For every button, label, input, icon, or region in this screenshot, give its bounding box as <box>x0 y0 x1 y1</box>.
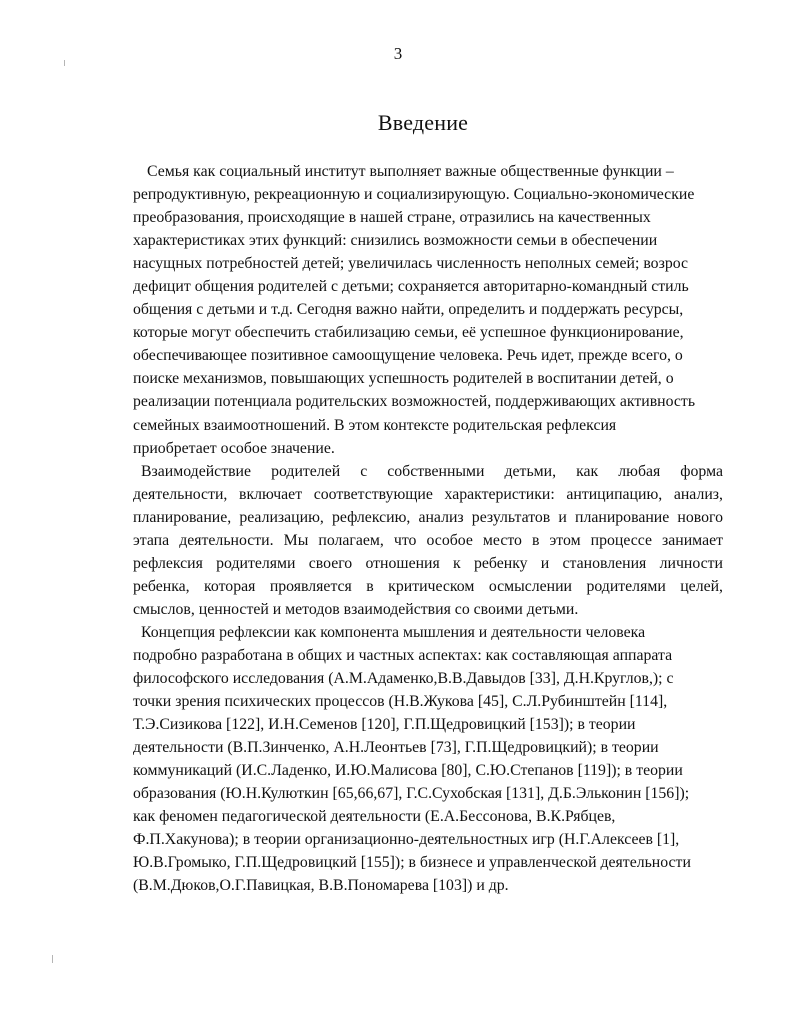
paragraph-3 <box>133 621 723 898</box>
scan-artifact <box>52 955 53 963</box>
text-line: деятельности (В.П.Зинченко, А.Н.Леонтьев [73], Г.П.Щедровицкий); в теории <box>133 739 659 757</box>
text-line: подробно разработана в общих и частных аспектах: как составляющая аппарата <box>133 646 673 664</box>
text-line: рефлексия родителями своего отношения к ребенку и становления личности <box>133 554 723 572</box>
text-line: Семья как социальный институт выполняет важные общественные функции – <box>147 163 674 180</box>
page-number: 3 <box>393 44 403 63</box>
text-line: репродуктивную, рекреационную и социализирующую. Социально-экономические <box>133 186 695 204</box>
text-line: философского исследования (А.М.Адаменко,В.В.Давыдов [33], Д.Н.Круглов,); с <box>133 670 674 688</box>
text-line: поиске механизмов, повышающих успешность родителей в воспитании детей, о <box>133 370 674 388</box>
text-line: коммуникаций (И.С.Ладенко, И.Ю.Малисова [80], С.Ю.Степанов [119]); в теории <box>133 762 683 780</box>
text-line: точки зрения психических процессов (Н.В.Жукова [45], С.Л.Рубинштейн [114], <box>133 693 668 711</box>
text-line: Ф.П.Хакунова); в теории организационно-деятельностных игр (Н.Г.Алексеев [1], <box>133 831 680 849</box>
text-line: приобретает особое значение. <box>133 439 335 457</box>
text-line: смыслов, ценностей и методов взаимодействия со своими детьми. <box>133 600 579 618</box>
text-line: ребенка, которая проявляется в критическом осмыслении родителями целей, <box>133 577 723 595</box>
text-line: насущных потребностей детей; увеличилась численность неполных семей; возрос <box>133 255 689 273</box>
text-line: обеспечивающее позитивное самоощущение человека. Речь идет, прежде всего, о <box>133 347 683 365</box>
text-line: Концепция рефлексии как компонента мышления и деятельности человека <box>141 623 646 641</box>
text-line: Ю.В.Громыко, Г.П.Щедровицкий [155]); в бизнесе и управленческой деятельности <box>133 854 691 872</box>
text-line: деятельности, включает соответствующие характеристики: антиципацию, анализ, <box>133 485 723 503</box>
text-line: планирование, реализацию, рефлексию, анализ результатов и планирование нового <box>133 508 723 526</box>
section-title: Введение <box>377 110 469 135</box>
text-line: этапа деятельности. Мы полагаем, что особое место в этом процессе занимает <box>133 531 723 549</box>
text-line: семейных взаимоотношений. В этом контексте родительская рефлексия <box>133 416 617 434</box>
text-line: общения с детьми и т.д. Сегодня важно найти, определить и поддержать ресурсы, <box>133 301 684 319</box>
text-line: которые могут обеспечить стабилизацию семьи, её успешное функционирование, <box>133 324 684 342</box>
text-line: Т.Э.Сизикова [122], И.Н.Семенов [120], Г.П.Щедровицкий [153]); в теории <box>133 716 636 734</box>
scan-artifact <box>64 60 65 66</box>
text-line: как феномен педагогической деятельности (Е.А.Бессонова, В.К.Рябцев, <box>133 808 616 826</box>
text-line: Взаимодействие родителей с собственными детьми, как любая форма <box>141 462 723 480</box>
text-line: образования (Ю.Н.Кулюткин [65,66,67], Г.С.Сухобская [131], Д.Б.Эльконин [156]); <box>133 785 690 803</box>
text-line: реализации потенциала родительских возможностей, поддерживающих активность <box>133 393 696 411</box>
text-line: (В.М.Дюков,О.Г.Павицкая, В.В.Пономарева [103]) и др. <box>133 877 509 895</box>
text-line: преобразования, происходящие в нашей стране, отразились на качественных <box>133 209 651 227</box>
text-line: дефицит общения родителей с детьми; сохраняется авторитарно-командный стиль <box>133 278 689 296</box>
text-line: характеристиках этих функций: снизились возможности семьи в обеспечении <box>133 232 658 250</box>
body-text <box>133 160 723 898</box>
paragraph-1 <box>133 160 723 460</box>
paragraph-2 <box>133 460 723 621</box>
